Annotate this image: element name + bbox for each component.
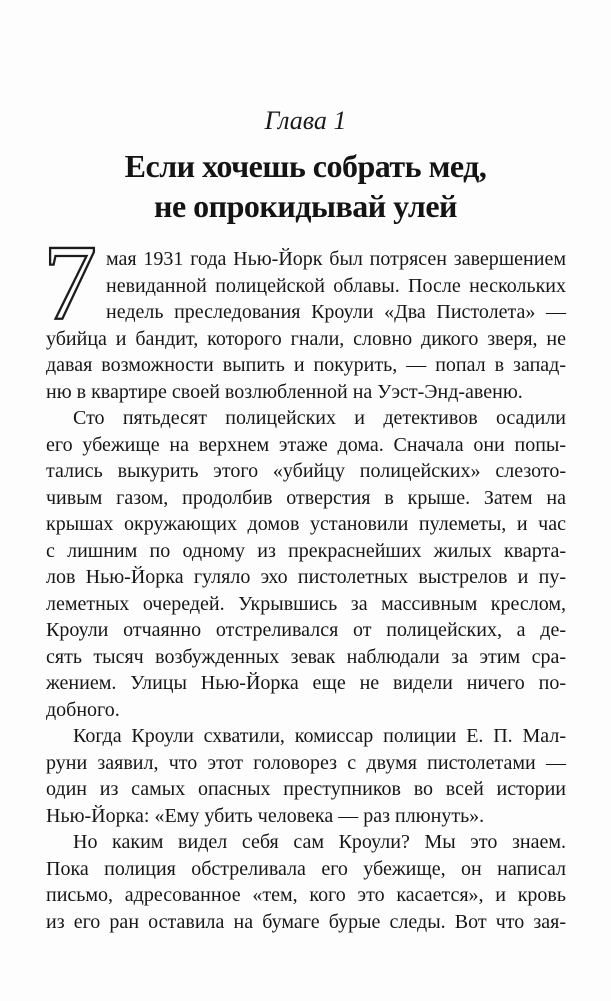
chapter-title-line-1: Если хочешь собрать мед, (124, 148, 487, 184)
text-line: Когда Кроули схватили, комиссар полиции Е. П. Мал- (73, 725, 566, 747)
text-line: сять тысяч возбужденных зевак наблюдали за этим сра- (46, 645, 566, 668)
text-line: один из самых опасных преступников во всей истории (46, 778, 566, 800)
chapter-title-line-2: не опрокидывай улей (154, 188, 457, 224)
text-line: из его ран оставила на бумаге бурые следы. Вот что зая- (46, 910, 566, 933)
text-line: убийца и бандит, которого гнали, словно дикого зверя, не (46, 327, 566, 350)
text-line: жением. Улицы Нью-Йорка еще не видели ничего по- (46, 672, 566, 694)
text-line: его убежище на верхнем этаже дома. Сначала они попы- (46, 433, 566, 456)
text-line: Нью-Йорка: «Ему убить человека — раз плюнуть». (46, 804, 485, 827)
text-line: мая 1931 года Нью-Йорк был потрясен завершением (106, 248, 566, 270)
text-line: с лишним по одному из прекраснейших жилых кварта- (46, 539, 566, 562)
text-line: Кроули отчаянно отстреливался от полицейских, а де- (46, 619, 566, 641)
drop-cap: 7 (43, 224, 97, 343)
text-line: давая возможности выпить и покурить, — попал в запад- (46, 354, 566, 376)
chapter-title (0, 146, 611, 226)
text-line: невиданной полицейской облавы. После нескольких (106, 274, 566, 297)
text-line: крышах окружающих домов установили пулеметы, и час (46, 513, 566, 535)
text-line: Но каким видел себя сам Кроули? Мы это знаем. (73, 831, 566, 853)
text-line: добного. (46, 698, 120, 721)
body-text (46, 246, 566, 935)
text-line: Сто пятьдесят полицейских и детективов осадили (73, 407, 566, 429)
text-line: чивым газом, продолбив отверстия в крыше. Затем на (46, 486, 566, 509)
text-line: ню в квартире своей возлюбленной на Уэст-Энд-авеню. (46, 380, 523, 403)
body-lines (46, 246, 566, 935)
text-line: Пока полиция обстреливала его убежище, он написал (46, 857, 566, 880)
text-line: руни заявил, что этот головорез с двумя пистолетами — (46, 751, 566, 774)
text-line: недель преследования Кроули «Два Пистолета» — (106, 301, 566, 323)
text-line: письмо, адресованное «тем, кого это касается», и кровь (46, 884, 566, 906)
text-line: лов Нью-Йорка гуляло эхо пистолетных выстрелов и пу- (46, 566, 566, 588)
text-line: тались выкурить этого «убийцу полицейских» слезото- (46, 460, 566, 482)
chapter-label: Глава 1 (264, 106, 347, 135)
text-line: леметных очередей. Укрывшись за массивным креслом, (46, 592, 566, 615)
